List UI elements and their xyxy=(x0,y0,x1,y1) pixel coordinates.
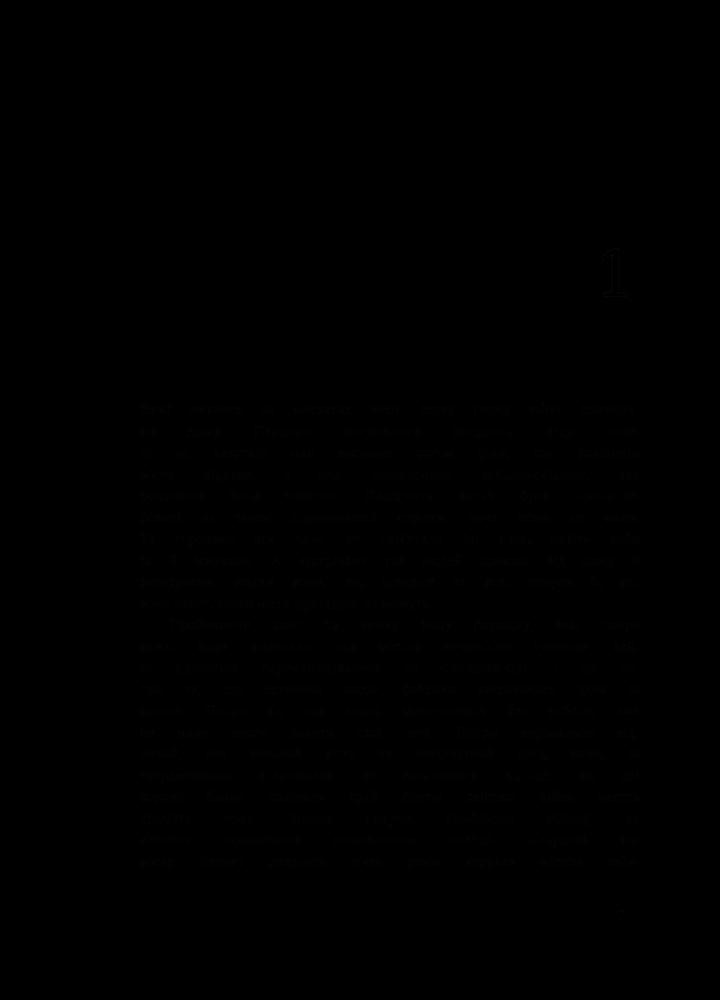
text-line: ливий, але вольний вітер та невідчутний дощ, який, за xyxy=(140,746,640,762)
text-line: розділили його навколо. Квадранти міста були пропуске- xyxy=(140,488,640,504)
text-line: Та городяни все одно не пам'ятали би назв, навіть якби xyxy=(140,531,640,547)
text-line: одною. Попри те, що люди, залишаючись без роботи, вже xyxy=(140,703,640,719)
text-line: запитували, звідки вони, ви, швидше за все, почули б, що xyxy=(140,574,640,590)
text-line: ворожі банди поділили край Другої світової війни чверть xyxy=(140,789,640,805)
text-line: не мали змоги палити свої печі. Попри вирішальне від- xyxy=(140,724,640,741)
text-line: місто віддавн, і над пошкоджено західно-східною, яка xyxy=(140,466,640,483)
text-line: Вежі пивного на мескатих воєн порту перед зайві прапорів- xyxy=(140,402,640,418)
text-line: лі ці кварталі над високим рогом ріки, що розділила xyxy=(140,445,640,461)
text-line: при те, що останнім часом фабрики закривалися одна за xyxy=(140,681,640,698)
text-line: місар Кеннет двадцять п'ять років керував містом зайв- xyxy=(140,853,640,870)
text-line: вони навіть назви міста пригадати не можуть. xyxy=(140,595,433,612)
page-number: 7 xyxy=(618,908,626,924)
text-line: Пробиваючи саму та вежку іншу порошку, яка, попри xyxy=(170,617,640,633)
paragraph xyxy=(140,400,640,615)
paragraph xyxy=(140,615,640,873)
text-line: ні крапотіли перемежовувалися на сланцево-сірі, і це по- xyxy=(140,660,640,676)
text-line: ли дому. Першого вокзального західного піду пове- xyxy=(140,423,640,440)
body-text xyxy=(140,400,640,873)
text-line: Кеннета призначили начальником поліції. Старший ко- xyxy=(140,832,640,848)
book-page xyxy=(40,0,680,1000)
text-line: важкі води, нависали над містом незмінним туманом, вай- xyxy=(140,638,640,655)
text-line: століття тому. Інакше кажучи, приблизно відтоді, як xyxy=(140,810,640,827)
text-line: твердженнями старожилів, не припинявся відтоді, як дві xyxy=(140,767,640,784)
text-line: їх й існували. А зустрічали так людей довкола від дому й xyxy=(140,552,640,569)
chapter-number: 1 xyxy=(595,238,636,312)
text-line: ровані за задом годинникової стрілки, наче вони не мали. xyxy=(140,509,640,526)
